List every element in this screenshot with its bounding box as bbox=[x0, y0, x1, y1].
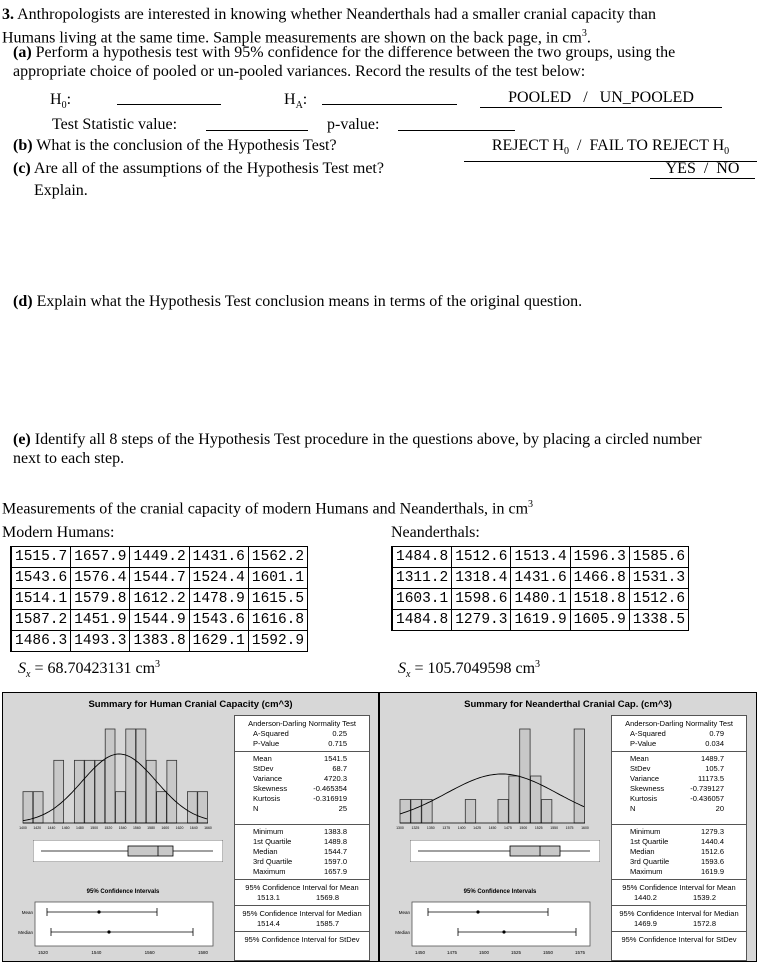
stat-label: N bbox=[253, 804, 259, 813]
histogram bbox=[13, 721, 218, 831]
summary-title: Summary for Neanderthal Cranial Cap. (cm^3) bbox=[464, 699, 672, 710]
table-cell: 1486.3 bbox=[11, 631, 71, 652]
stat-label: Minimum bbox=[253, 827, 284, 836]
stat-row bbox=[235, 784, 369, 794]
table-cell: 1513.4 bbox=[511, 547, 570, 568]
histogram-tick-label: 1420 bbox=[33, 826, 42, 830]
histogram-tick-label: 1375 bbox=[442, 826, 451, 830]
stat-label: Maximum bbox=[253, 867, 286, 876]
ci-row-label: Median bbox=[18, 930, 33, 935]
table-cell: 1596.3 bbox=[570, 547, 629, 568]
intro-line-1: Anthropologists are interested in knowing whether Neanderthals had a smaller cranial capacity than bbox=[17, 6, 657, 23]
table-cell: 1279.3 bbox=[452, 610, 511, 631]
table-cell: 1383.8 bbox=[130, 631, 189, 652]
stat-value: 0.79 bbox=[709, 729, 724, 738]
part-a bbox=[13, 43, 753, 81]
ci-median-row bbox=[235, 919, 369, 929]
stat-row bbox=[235, 857, 369, 867]
ha-blank[interactable] bbox=[322, 104, 457, 105]
stat-label: Skewness bbox=[253, 784, 288, 793]
stat-label: P-Value bbox=[630, 739, 657, 748]
ci-sd-title: 95% Confidence Interval for StDev bbox=[244, 935, 360, 944]
stat-row bbox=[612, 867, 746, 877]
table-cell: 1562.2 bbox=[248, 547, 307, 568]
stat-value: 1383.8 bbox=[324, 827, 347, 836]
ci-median-high: 1572.8 bbox=[693, 919, 716, 928]
histogram-tick-label: 1300 bbox=[396, 826, 404, 830]
table-cell: 1587.2 bbox=[11, 610, 71, 631]
histogram-bar bbox=[116, 792, 126, 823]
histogram-bar bbox=[498, 800, 508, 824]
stat-value: -0.739127 bbox=[690, 784, 724, 793]
table-cell: 1514.1 bbox=[11, 589, 71, 610]
histogram-tick-label: 1460 bbox=[61, 826, 70, 830]
histogram-tick-label: 1400 bbox=[19, 826, 27, 830]
stat-label: 3rd Quartile bbox=[630, 857, 670, 866]
stat-label: Variance bbox=[253, 774, 283, 783]
human-summary-panel bbox=[2, 692, 379, 962]
ci-mean-low: 1440.2 bbox=[634, 893, 657, 902]
stat-value: 0.034 bbox=[705, 739, 724, 748]
table-cell: 1629.1 bbox=[189, 631, 248, 652]
histogram-tick-label: 1575 bbox=[565, 826, 574, 830]
table-cell: 1603.1 bbox=[392, 589, 452, 610]
stat-label: StDev bbox=[253, 764, 274, 773]
table-row bbox=[392, 610, 689, 631]
part-e-label: (e) bbox=[13, 431, 31, 448]
histogram-bar bbox=[74, 760, 84, 823]
ci-axis-label: 1540 bbox=[91, 950, 102, 955]
stat-row bbox=[235, 827, 369, 837]
stat-row bbox=[235, 804, 369, 814]
summary-title: Summary for Human Cranial Capacity (cm^3) bbox=[88, 699, 293, 710]
ci-row-label: Median bbox=[395, 930, 410, 935]
ci-axis-label: 1550 bbox=[542, 950, 554, 955]
table-cell: 1605.9 bbox=[570, 610, 629, 631]
stat-value: 1544.7 bbox=[324, 847, 347, 856]
stat-value: 1593.6 bbox=[701, 857, 724, 866]
ci-mean-low: 1513.1 bbox=[257, 893, 280, 902]
stat-value: 1541.5 bbox=[324, 754, 347, 763]
ci-mean-title: 95% Confidence Interval for Mean bbox=[622, 883, 736, 892]
ci-median-row bbox=[612, 919, 746, 929]
ci-axis-label: 1560 bbox=[144, 950, 155, 955]
ci-mean-high: 1539.2 bbox=[693, 893, 716, 902]
table-cell: 1493.3 bbox=[71, 631, 130, 652]
histogram-tick-label: 1560 bbox=[132, 826, 141, 830]
histogram-bar bbox=[465, 800, 475, 824]
table-cell: 1512.6 bbox=[629, 589, 688, 610]
histogram-bar bbox=[187, 792, 197, 823]
stat-label: 1st Quartile bbox=[253, 837, 292, 846]
ha-label: $H_A$: bbox=[284, 91, 308, 112]
stat-label: Mean bbox=[253, 754, 272, 763]
ci-median-high: 1585.7 bbox=[316, 919, 339, 928]
histogram-bar bbox=[541, 800, 551, 824]
stat-label: Kurtosis bbox=[253, 794, 281, 803]
stat-label: Variance bbox=[630, 774, 660, 783]
table-row bbox=[392, 547, 689, 568]
intro-sup: 3 bbox=[581, 28, 587, 39]
ci-plot-title: 95% Confidence Intervals bbox=[463, 889, 537, 895]
stat-label: 3rd Quartile bbox=[253, 857, 293, 866]
ci-mean-row bbox=[235, 893, 369, 903]
stat-row bbox=[612, 804, 746, 814]
stat-value: 11173.5 bbox=[698, 774, 724, 783]
table-cell: 1515.7 bbox=[11, 547, 71, 568]
table-cell: 1318.4 bbox=[452, 568, 511, 589]
table-cell: 1431.6 bbox=[511, 568, 570, 589]
part-b-label: (b) bbox=[13, 137, 33, 154]
histogram-tick-label: 1540 bbox=[118, 826, 127, 830]
ci-mean-row bbox=[612, 893, 746, 903]
stat-row bbox=[235, 867, 369, 877]
table-cell: 1619.9 bbox=[511, 610, 570, 631]
part-e-line-2: next to each step. bbox=[13, 450, 125, 467]
stat-value: 1489.8 bbox=[324, 837, 347, 846]
table-cell: 1480.1 bbox=[511, 589, 570, 610]
ci-plot bbox=[7, 898, 217, 958]
histogram-tick-label: 1520 bbox=[104, 826, 113, 830]
histogram-bar bbox=[54, 760, 64, 823]
pooled-choice[interactable]: POOLED / UN_POOLED bbox=[480, 88, 722, 108]
stat-label: P-Value bbox=[253, 739, 280, 748]
table-row bbox=[392, 589, 689, 610]
humans-label: Modern Humans: bbox=[2, 524, 115, 541]
table-row bbox=[11, 631, 308, 652]
table-cell: 1579.8 bbox=[71, 589, 130, 610]
humans-sx: $S_x = 68.70423131$ $cm^3$ bbox=[18, 659, 161, 681]
table-cell: 1612.2 bbox=[130, 589, 189, 610]
question-number: 3. bbox=[2, 6, 14, 23]
table-cell: 1449.2 bbox=[130, 547, 189, 568]
stat-row bbox=[612, 827, 746, 837]
part-a-line-2: appropriate choice of pooled or un-pooled variances. Record the results of the test below: bbox=[13, 63, 586, 80]
histogram-tick-label: 1600 bbox=[161, 826, 170, 830]
neanderthals-sx: $S_x = 105.7049598$ $cm^3$ bbox=[398, 659, 541, 681]
stat-value: -0.465354 bbox=[313, 784, 347, 793]
ci-median-low: 1469.9 bbox=[634, 919, 657, 928]
table-cell: 1518.8 bbox=[570, 589, 629, 610]
stat-row bbox=[235, 774, 369, 784]
part-c-text: Are all of the assumptions of the Hypothesis Test met? bbox=[33, 160, 384, 177]
histogram-bar bbox=[509, 776, 519, 823]
stat-value: 1489.7 bbox=[701, 754, 724, 763]
ci-axis-label: 1475 bbox=[446, 950, 458, 955]
stat-value: 0.715 bbox=[328, 739, 347, 748]
part-b bbox=[13, 136, 337, 155]
ci-axis-label: 1525 bbox=[510, 950, 522, 955]
stat-row bbox=[612, 774, 746, 784]
part-e-line-1: Identify all 8 steps of the Hypothesis Test procedure in the questions above, by placing a circled number bbox=[34, 431, 702, 448]
stat-value: 1440.4 bbox=[701, 837, 724, 846]
stat-value: 1512.6 bbox=[701, 847, 724, 856]
ci-plot-title: 95% Confidence Intervals bbox=[86, 889, 160, 895]
histogram-tick-label: 1325 bbox=[411, 826, 420, 830]
stat-row bbox=[235, 739, 369, 749]
histogram-tick-label: 1440 bbox=[47, 826, 56, 830]
histogram-tick-label: 1425 bbox=[473, 826, 481, 830]
stat-value: 4720.3 bbox=[324, 774, 347, 783]
histogram-bar bbox=[411, 800, 421, 824]
histogram-bar bbox=[105, 729, 115, 823]
table-cell: 1512.6 bbox=[452, 547, 511, 568]
stat-value: 68.7 bbox=[332, 764, 347, 773]
table-cell: 1544.7 bbox=[130, 568, 189, 589]
ci-axis-label: 1450 bbox=[414, 950, 426, 955]
neanderthals-label: Neanderthals: bbox=[391, 524, 480, 541]
stat-row bbox=[612, 754, 746, 764]
table-row bbox=[392, 568, 689, 589]
h0-label: $H_0$: bbox=[50, 91, 72, 112]
histogram-tick-label: 1500 bbox=[519, 826, 528, 830]
ci-mean-high: 1569.8 bbox=[316, 893, 339, 902]
table-cell: 1531.3 bbox=[629, 568, 688, 589]
stats-box bbox=[234, 715, 370, 961]
table-cell: 1616.8 bbox=[248, 610, 307, 631]
stat-row bbox=[235, 847, 369, 857]
stat-row bbox=[612, 739, 746, 749]
table-cell: 1451.9 bbox=[71, 610, 130, 631]
stat-value: -0.316919 bbox=[313, 794, 347, 803]
ad-title: Anderson-Darling Normality Test bbox=[625, 719, 733, 728]
part-c-label: (c) bbox=[13, 160, 31, 177]
ci-mean-title: 95% Confidence Interval for Mean bbox=[245, 883, 359, 892]
stat-row bbox=[612, 837, 746, 847]
stat-row bbox=[612, 764, 746, 774]
table-cell: 1543.6 bbox=[189, 610, 248, 631]
stat-label: Median bbox=[253, 847, 278, 856]
stat-row bbox=[235, 764, 369, 774]
stat-row bbox=[612, 857, 746, 867]
neanderthals-table bbox=[391, 546, 689, 631]
stat-row bbox=[612, 794, 746, 804]
table-cell: 1543.6 bbox=[11, 568, 71, 589]
stat-row bbox=[235, 794, 369, 804]
ci-median-title: 95% Confidence Interval for Median bbox=[619, 909, 739, 918]
table-cell: 1311.2 bbox=[392, 568, 452, 589]
ci-row-label: Mean bbox=[21, 910, 33, 915]
stat-label: Maximum bbox=[630, 867, 663, 876]
histogram-tick-label: 1450 bbox=[488, 826, 497, 830]
stat-row bbox=[612, 847, 746, 857]
histogram-tick-label: 1600 bbox=[581, 826, 589, 830]
stat-value: 0.25 bbox=[332, 729, 347, 738]
histogram-bar bbox=[136, 729, 146, 823]
test-stat-label: Test Statistic value: bbox=[52, 116, 178, 133]
ci-median-title: 95% Confidence Interval for Median bbox=[242, 909, 362, 918]
histogram-tick-label: 1400 bbox=[457, 826, 466, 830]
histogram bbox=[390, 721, 595, 831]
ci-sd-title: 95% Confidence Interval for StDev bbox=[621, 935, 737, 944]
histogram-bar bbox=[520, 729, 530, 823]
table-cell: 1338.5 bbox=[629, 610, 688, 631]
histogram-bar bbox=[167, 760, 177, 823]
test-stat-blank[interactable] bbox=[206, 130, 308, 131]
intro-line-2: Humans living at the same time. Sample measurements are shown on the back page, in cm bbox=[2, 29, 582, 47]
ci-plot bbox=[384, 898, 594, 958]
boxplot bbox=[410, 840, 600, 862]
table-row bbox=[11, 589, 308, 610]
histogram-tick-label: 1660 bbox=[204, 826, 212, 830]
stat-value: -0.436057 bbox=[690, 794, 724, 803]
table-cell: 1615.5 bbox=[248, 589, 307, 610]
part-d-text: Explain what the Hypothesis Test conclusion means in terms of the original question. bbox=[36, 293, 583, 310]
table-cell: 1544.9 bbox=[130, 610, 189, 631]
ci-axis-label: 1500 bbox=[478, 950, 490, 955]
histogram-bar bbox=[95, 760, 105, 823]
ci-axis-label: 1575 bbox=[574, 950, 586, 955]
stat-label: A-Squared bbox=[630, 729, 666, 738]
stat-value: 105.7 bbox=[705, 764, 724, 773]
explain-label: Explain. bbox=[34, 182, 88, 199]
stat-label: Mean bbox=[630, 754, 649, 763]
table-cell: 1592.9 bbox=[248, 631, 307, 652]
stat-row bbox=[235, 729, 369, 739]
pvalue-blank[interactable] bbox=[398, 130, 515, 131]
stat-value: 1657.9 bbox=[324, 867, 347, 876]
table-cell: 1431.6 bbox=[189, 547, 248, 568]
table-cell: 1524.4 bbox=[189, 568, 248, 589]
histogram-bar bbox=[157, 792, 167, 823]
pvalue-label: p-value: bbox=[327, 116, 380, 133]
ci-axis-label: 1520 bbox=[37, 950, 49, 955]
stat-value: 1619.9 bbox=[701, 867, 724, 876]
part-b-choice[interactable]: REJECT $H_0$ / FAIL TO REJECT $H_0$ bbox=[464, 136, 757, 162]
stat-value: 1279.3 bbox=[701, 827, 724, 836]
stat-label: 1st Quartile bbox=[630, 837, 669, 846]
question-intro: 3. Anthropologists are interested in knowing whether Neanderthals had a smaller cranial capacity than Humans living at the same time. Sample measurements are shown on the back page, in $cm^3$. bbox=[2, 6, 657, 47]
part-b-text: What is the conclusion of the Hypothesis Test? bbox=[36, 137, 337, 154]
histogram-tick-label: 1550 bbox=[550, 826, 559, 830]
stat-label: Median bbox=[630, 847, 655, 856]
stat-label: Kurtosis bbox=[630, 794, 658, 803]
stat-value: 25 bbox=[338, 804, 347, 813]
part-a-label: (a) bbox=[13, 44, 32, 61]
stat-label: Minimum bbox=[630, 827, 661, 836]
h0-blank[interactable] bbox=[117, 104, 221, 105]
stat-row bbox=[235, 837, 369, 847]
histogram-bar bbox=[146, 760, 156, 823]
histogram-bar bbox=[23, 792, 33, 823]
histogram-tick-label: 1475 bbox=[504, 826, 512, 830]
table-cell: 1466.8 bbox=[570, 568, 629, 589]
ad-title: Anderson-Darling Normality Test bbox=[248, 719, 356, 728]
ci-median-low: 1514.4 bbox=[257, 919, 280, 928]
stat-row bbox=[612, 729, 746, 739]
histogram-tick-label: 1525 bbox=[534, 826, 543, 830]
measurements-title: Measurements of the cranial capacity of modern Humans and Neanderthals, in $cm^3$ bbox=[2, 499, 534, 518]
neanderthal-summary-panel bbox=[379, 692, 757, 962]
table-cell: 1598.6 bbox=[452, 589, 511, 610]
table-cell: 1657.9 bbox=[71, 547, 130, 568]
boxplot bbox=[33, 840, 223, 862]
histogram-bar bbox=[574, 729, 584, 823]
stat-label: A-Squared bbox=[253, 729, 289, 738]
stat-label: Skewness bbox=[630, 784, 665, 793]
table-row bbox=[11, 568, 308, 589]
part-c-choice[interactable]: YES / NO bbox=[650, 159, 755, 179]
histogram-tick-label: 1640 bbox=[189, 826, 198, 830]
stats-box bbox=[611, 715, 747, 961]
part-e bbox=[13, 430, 757, 468]
stat-value: 20 bbox=[715, 804, 724, 813]
ci-row-label: Mean bbox=[398, 910, 410, 915]
table-row bbox=[11, 547, 308, 568]
histogram-tick-label: 1580 bbox=[147, 826, 155, 830]
histogram-tick-label: 1350 bbox=[426, 826, 435, 830]
table-cell: 1478.9 bbox=[189, 589, 248, 610]
histogram-tick-label: 1480 bbox=[76, 826, 84, 830]
humans-table bbox=[10, 546, 308, 652]
table-row bbox=[11, 610, 308, 631]
table-cell: 1601.1 bbox=[248, 568, 307, 589]
table-cell: 1576.4 bbox=[71, 568, 130, 589]
histogram-tick-label: 1620 bbox=[175, 826, 184, 830]
table-cell: 1484.8 bbox=[392, 610, 452, 631]
histogram-bar bbox=[531, 776, 541, 823]
stat-label: StDev bbox=[630, 764, 651, 773]
stat-row bbox=[612, 784, 746, 794]
table-cell: 1585.6 bbox=[629, 547, 688, 568]
stat-row bbox=[235, 754, 369, 764]
stat-value: 1597.0 bbox=[324, 857, 347, 866]
histogram-bar bbox=[126, 729, 136, 823]
part-d bbox=[13, 292, 582, 311]
part-c bbox=[13, 159, 384, 178]
ci-axis-label: 1580 bbox=[197, 950, 209, 955]
histogram-tick-label: 1500 bbox=[90, 826, 99, 830]
part-d-label: (d) bbox=[13, 293, 33, 310]
part-a-line-1: Perform a hypothesis test with 95% confidence for the difference between the two groups, using the bbox=[35, 44, 676, 61]
table-cell: 1484.8 bbox=[392, 547, 452, 568]
stat-label: N bbox=[630, 804, 636, 813]
